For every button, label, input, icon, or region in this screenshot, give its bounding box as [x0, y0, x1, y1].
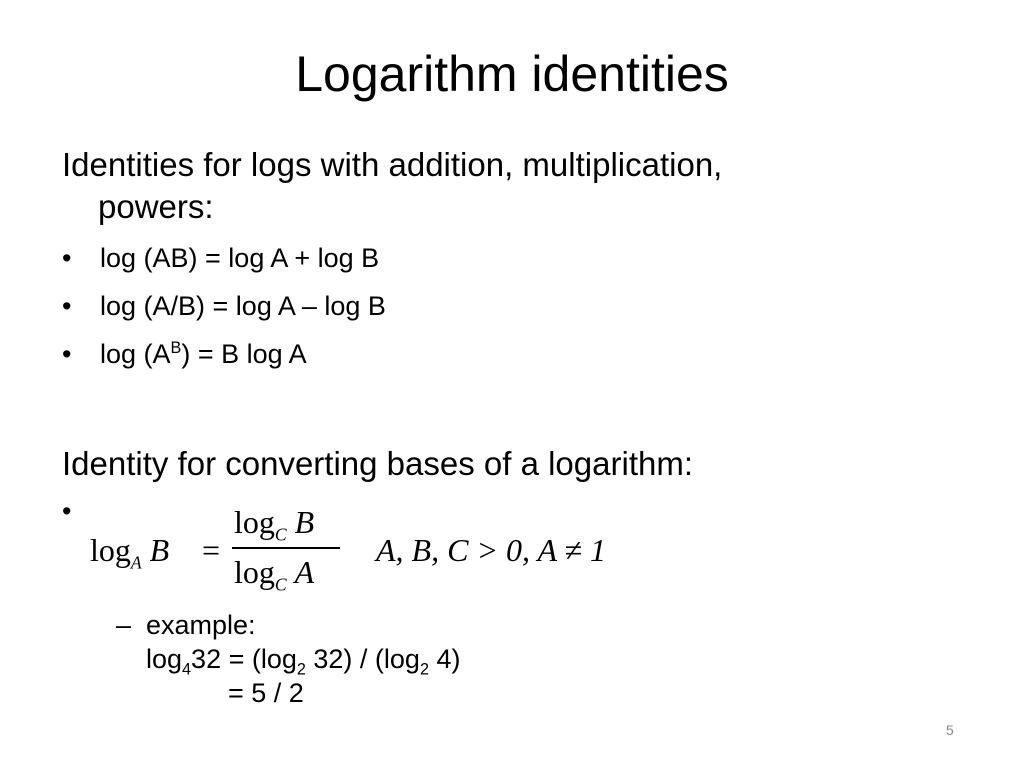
identity-text [100, 339, 307, 369]
heading-change-of-base: Identity for converting bases of a logarithm: [62, 445, 693, 482]
identity-text: log (A/B) = log A – log B [100, 291, 386, 321]
heading-line-1: Identities for logs with addition, multiplication, [62, 146, 723, 183]
bullet-icon: • [62, 339, 72, 369]
page-number: 5 [946, 722, 954, 738]
example-label: example: [146, 610, 256, 640]
list-item-product-rule [62, 240, 386, 288]
fraction-bar [232, 547, 340, 549]
list-item-power-rule [62, 336, 386, 384]
bullet-icon: • [62, 496, 72, 526]
formula-condition: A, B, C > 0, A ≠ 1 [376, 532, 606, 568]
identity-exponent: B [170, 339, 182, 357]
formula-equals: = [202, 532, 221, 568]
identity-list [62, 240, 386, 384]
identity-post: ) = B log A [181, 339, 307, 369]
example-result: = 5 / 2 [228, 678, 304, 708]
heading-identities-basic [62, 144, 722, 228]
formula-lhs: $\log_A B$ [90, 532, 170, 573]
bullet-icon: • [62, 291, 72, 321]
list-item-quotient-rule [62, 288, 386, 336]
heading-line-2: powers: [98, 188, 214, 225]
example-lines [146, 608, 460, 710]
change-of-base-formula [62, 496, 702, 610]
identity-text: log (AB) = log A + log B [100, 243, 380, 273]
identity-pre: log (A [100, 339, 171, 369]
slide-title: Logarithm identities [295, 46, 729, 102]
formula-denominator: $\log_C A$ [234, 554, 315, 595]
example-computation: $\log_432 = (\log_2$ $32) / (\log_2$ 4) [146, 644, 461, 679]
dash-bullet-icon: – [116, 610, 132, 640]
formula-numerator: $\log_C B$ [234, 504, 315, 545]
bullet-icon: • [62, 243, 72, 273]
